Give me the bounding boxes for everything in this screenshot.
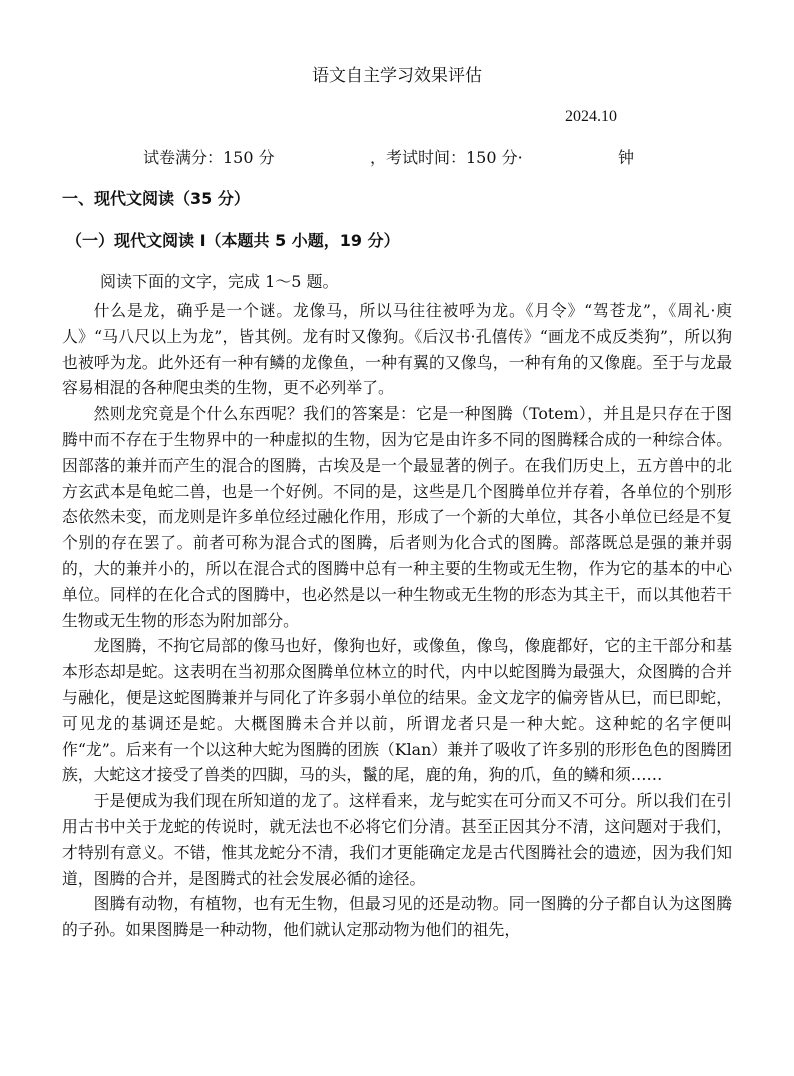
document-title: 语文自主学习效果评估 <box>312 66 482 86</box>
paragraph: 于是便成为我们现在所知道的龙了。这样看来，龙与蛇实在可分而又不可分。所以我们在引用古书中关于龙蛇的传说时，就无法也不必将它们分清。甚至正因其分不清，这问题对于我们，才特别有意义。不错，惟其龙蛇分不清，我们才更能确定龙是古代图腾社会的遗迹，因为我们知道，图腾的合并，是图腾式的社会发展必循的途径。 <box>62 791 732 888</box>
exam-time-unit: 钟 <box>618 148 635 167</box>
full-score: 试卷满分：150 分 <box>143 148 275 167</box>
paragraph: 龙图腾，不拘它局部的像马也好，像狗也好，或像鱼，像鸟，像鹿都好，它的主干部分和基本形态却是蛇。这表明在当初那众图腾单位林立的时代，内中以蛇图腾为最强大，众图腾的合并与融化，便是这蛇图腾兼并与同化了许多弱小单位的结果。金文龙字的偏旁皆从巳，而巳即蛇，可见龙的基调还是蛇。大概图腾未合并以前，所谓龙者只是一种大蛇。这种蛇的名字便叫作“龙”。后来有一个以这种大蛇为图腾的团族（Klan）兼并了吸收了许多别的形形色色的图腾团族，大蛇这才接受了兽类的四脚，马的头，鬣的尾，鹿的角，狗的爪，鱼的鳞和须…… <box>62 636 732 785</box>
exam-time: ，考试时间：150 分· <box>370 148 523 167</box>
paragraph: 什么是龙，确乎是一个谜。龙像马，所以马往往被呼为龙。《月令》“驾苍龙”，《周礼·庾人》“马八尺以上为龙”，皆其例。龙有时又像狗。《后汉书·孔僖传》“画龙不成反类狗”，所以狗也被呼为龙。此外还有一种有鳞的龙像鱼，一种有翼的又像鸟，一种有角的又像鹿。至于与龙最容易相混的各种爬虫类的生物，更不必列举了。 <box>62 301 732 398</box>
document-date: 2024.10 <box>565 108 617 125</box>
paragraph: 图腾有动物，有植物，也有无生物，但最习见的还是动物。同一图腾的分子都自认为这图腾的子孙。如果图腾是一种动物，他们就认定那动物为他们的祖先， <box>62 894 732 940</box>
paragraph: 然则龙究竟是个什么东西呢？我们的答案是：它是一种图腾（Totem），并且是只存在于图腾中而不存在于生物界中的一种虚拟的生物，因为它是由许多不同的图腾糅合成的一种综合体。因部落的兼并而产生的混合的图腾，古埃及是一个最显著的例子。在我们历史上，五方兽中的北方玄武本是龟蛇二兽，也是一个好例。不同的是，这些是几个图腾单位并存着，各单位的个别形态依然未变，而龙则是许多单位经过融化作用，形成了一个新的大单位，其各小单位已经是不复个别的存在罢了。前者可称为混合式的图腾，后者则为化合式的图腾。部落既总是强的兼并弱的，大的兼并小的，所以在混合式的图腾中总有一种主要的生物或无生物，作为它的基本的中心单位。同样的在化合式的图腾中，也必然是以一种生物或无生物的形态为其主干，而以其他若干生物或无生物的形态为附加部分。 <box>62 404 732 630</box>
reading-passage <box>62 298 732 943</box>
reading-instruction: 阅读下面的文字，完成 1～5 题。 <box>100 272 339 291</box>
subsection-heading-reading-1: （一）现代文阅读 I（本题共 5 小题，19 分） <box>66 231 400 250</box>
section-heading-modern-reading: 一、现代文阅读（35 分） <box>62 189 250 208</box>
